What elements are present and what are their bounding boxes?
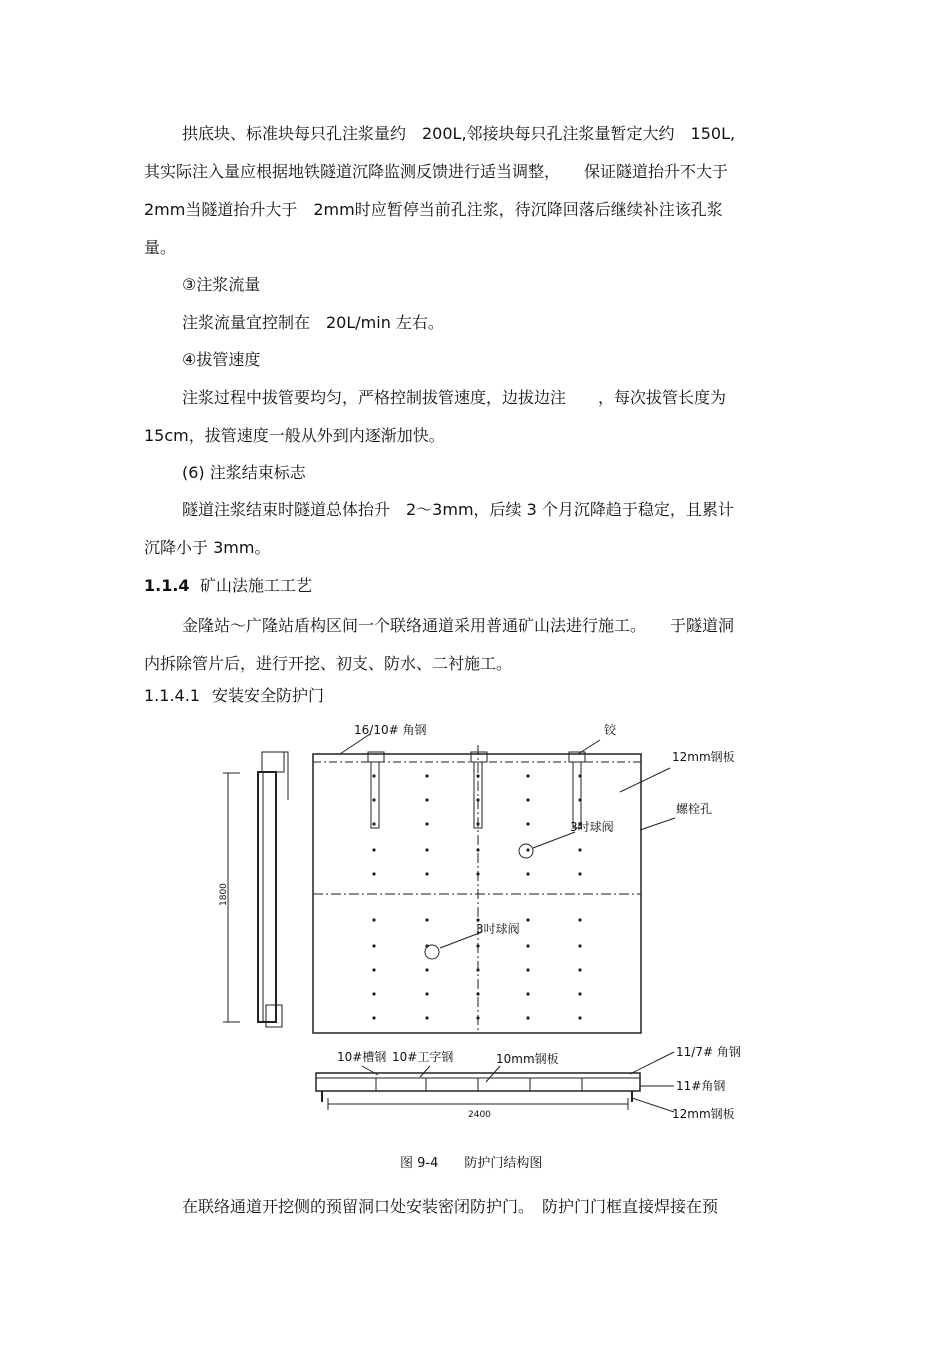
bolt-hole-dot [578,944,581,947]
section-number: 1.1.4 [144,576,190,595]
paragraph-line: 在联络通道开挖侧的预留洞口处安装密闭防护门。 防护门门框直接焊接在预 [182,1197,719,1216]
bolt-hole-dot [425,968,428,971]
bolt-hole-dot [526,918,529,921]
heading-grout-end: (6) 注浆结束标志 [182,463,306,482]
bolt-hole-dot [476,944,479,947]
bolt-hole-dot [425,774,428,777]
label-valve-1: 3吋球阀 [570,820,614,834]
heading-pull-speed: ④拔管速度 [182,350,261,369]
bolt-hole-dot [372,968,375,971]
bolt-hole-dot [578,968,581,971]
bolt-hole-dot [425,918,428,921]
bolt-hole-dot [425,872,428,875]
bolt-hole-dot [425,992,428,995]
bolt-hole-dot [425,822,428,825]
bolt-hole-dot [476,968,479,971]
bolt-hole-dot [476,992,479,995]
paragraph-line: 金隆站～广隆站盾构区间一个联络通道采用普通矿山法进行施工。 于隧道洞 [182,616,735,635]
bolt-hole-dot [476,848,479,851]
figure-caption: 图 9-4 防护门结构图 [400,1156,543,1171]
label-valve-2: 3吋球阀 [476,922,520,936]
label-angle-right: 11/7# 角钢 [676,1045,741,1059]
paragraph-line: 隧道注浆结束时隧道总体抬升 2～3mm，后续 3 个月沉降趋于稳定，且累计 [182,500,734,519]
subsection-title: 安装安全防护门 [212,686,325,705]
bolt-hole-dot [372,848,375,851]
bolt-hole-dot [425,798,428,801]
bolt-hole-dot [425,848,428,851]
bolt-hole-dot [372,992,375,995]
bolt-hole-dot [578,918,581,921]
label-channel: 10#槽钢 [337,1050,387,1064]
section-title: 矿山法施工工艺 [200,576,313,595]
bolt-hole-dot [578,1016,581,1019]
bolt-hole-dot [476,774,479,777]
label-angle-11: 11#角钢 [676,1079,726,1093]
paragraph-line: 注浆流量宜控制在 20L/min 左右。 [182,313,444,332]
paragraph-line: 其实际注入量应根据地铁隧道沉降监测反馈进行适当调整， 保证隧道抬升不大于 [144,162,729,181]
label-plate-mid: 10mm钢板 [496,1052,559,1066]
bolt-hole-dot [526,992,529,995]
side-elevation [223,752,288,1027]
label-hinge: 铰 [604,723,617,737]
heading-flow: ③注浆流量 [182,275,261,294]
bolt-hole-dot [476,822,479,825]
bolt-hole-dot [372,1016,375,1019]
dimension-width: 2400 [468,1110,491,1120]
bolt-hole-grid [372,774,581,1019]
bolt-hole-dot [578,992,581,995]
bolt-hole-dot [372,918,375,921]
paragraph-line: 2mm当隧道抬升大于 2mm时应暂停当前孔注浆，待沉降回落后继续补注该孔浆 [144,200,723,219]
paragraph-line: 沉降小于 3mm。 [144,538,271,557]
bolt-hole-dot [372,774,375,777]
bolt-hole-dot [372,872,375,875]
bolt-hole-dot [578,848,581,851]
paragraph-line: 注浆过程中拔管要均匀，严格控制拔管速度，边拔边注 ，每次拔管长度为 [182,388,727,407]
paragraph-line: 量。 [144,238,177,257]
label-plate-top: 12mm钢板 [672,750,735,764]
bolt-hole-dot [372,944,375,947]
bolt-hole-dot [372,798,375,801]
dimension-height: 1800 [219,883,229,906]
paragraph-line: 内拆除管片后，进行开挖、初支、防水、二衬施工。 [144,654,513,673]
bolt-hole-dot [372,822,375,825]
bolt-hole-dot [425,944,428,947]
label-plate-bottom: 12mm钢板 [672,1107,735,1121]
bolt-hole-dot [425,1016,428,1019]
bolt-hole-dot [526,872,529,875]
bolt-hole-dot [526,774,529,777]
bolt-hole-dot [476,798,479,801]
paragraph-line: 拱底块、标准块每只孔注浆量约 200L,邻接块每只孔注浆量暂定大约 150L, [182,124,736,143]
bolt-hole-dot [526,944,529,947]
paragraph-line: 15cm，拔管速度一般从外到内逐渐加快。 [144,426,445,445]
bolt-hole-dot [526,822,529,825]
bolt-hole-dot [476,872,479,875]
bolt-hole-dot [526,798,529,801]
label-angle-top: 16/10# 角钢 [354,723,427,737]
front-elevation [313,734,675,1033]
bolt-hole-dot [578,774,581,777]
bolt-hole-dot [578,798,581,801]
bolt-hole-dot [526,1016,529,1019]
label-bolt-hole: 螺栓孔 [676,802,713,816]
bolt-hole-dot [578,872,581,875]
label-ibeam: 10#工字钢 [392,1050,454,1064]
bolt-hole-dot [476,1016,479,1019]
subsection-number: 1.1.4.1 [144,686,200,705]
bolt-hole-dot [526,968,529,971]
bolt-hole-dot [526,848,529,851]
